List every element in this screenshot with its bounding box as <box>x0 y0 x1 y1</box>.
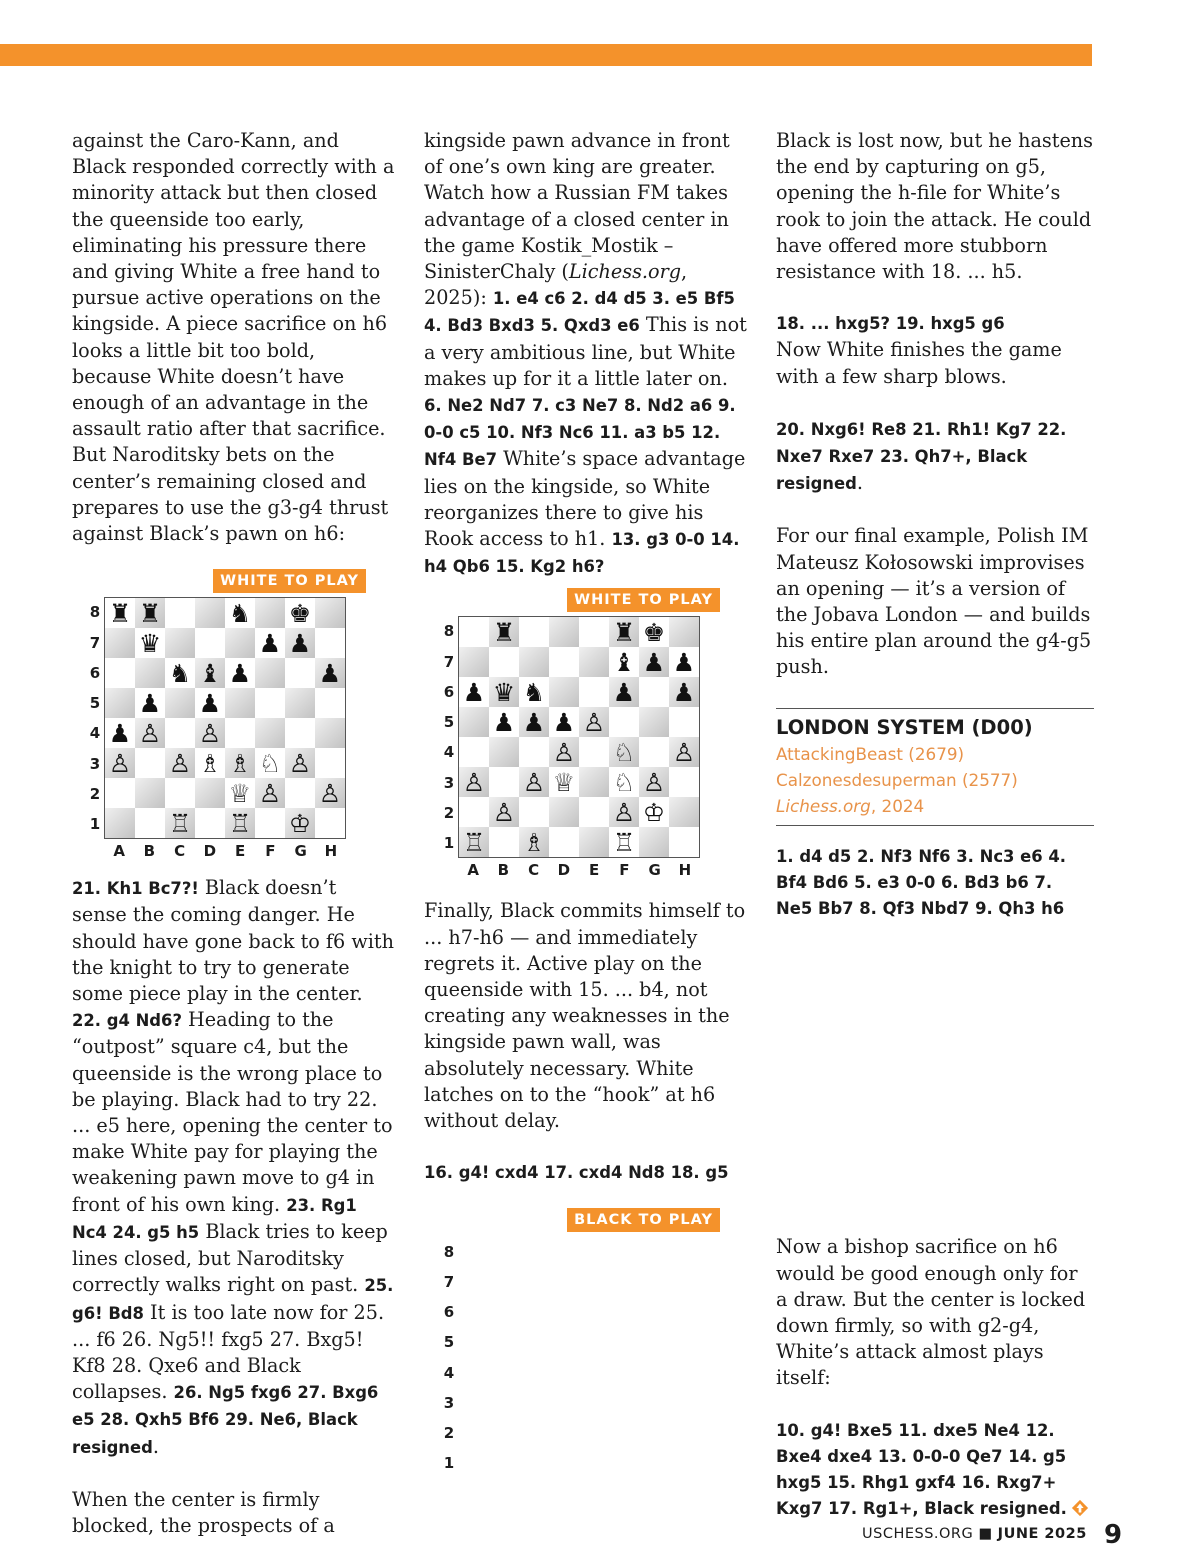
white-rook-icon: ♖ <box>168 808 192 838</box>
rank-labels <box>88 597 102 839</box>
square-e8 <box>225 598 255 628</box>
black-pawn-icon: ♟ <box>522 707 546 737</box>
square-a7 <box>105 628 135 658</box>
diagram-4 <box>760 926 1060 1222</box>
square-g8 <box>639 617 669 647</box>
square-f7 <box>609 647 639 677</box>
square-h6 <box>669 677 699 707</box>
square-f3 <box>609 767 639 797</box>
square-a5 <box>105 688 135 718</box>
side-to-move-tag: WHITE TO PLAY <box>567 588 720 612</box>
square-h2 <box>315 778 345 808</box>
col1-p2-run-1: Black doesn’t sense the coming danger. He should have gone back to f6 with the knight to try to generate some piece play in the center. <box>72 876 394 1006</box>
white-pawn-icon: ♙ <box>582 707 606 737</box>
square-a2 <box>105 778 135 808</box>
white-pawn-icon: ♙ <box>522 767 546 797</box>
column-2 <box>424 128 749 1504</box>
article-end-icon <box>1071 1499 1089 1517</box>
file-label: D <box>203 842 217 861</box>
square-c6 <box>519 677 549 707</box>
footer-separator: ■ <box>978 1526 993 1542</box>
square-f4 <box>255 718 285 748</box>
square-f4 <box>609 737 639 767</box>
square-b6 <box>135 658 165 688</box>
square-f1 <box>255 808 285 838</box>
black-bishop-icon: ♝ <box>198 658 222 688</box>
square-h2 <box>669 797 699 827</box>
square-f2 <box>609 797 639 827</box>
rank-label: 3 <box>443 1393 455 1412</box>
file-label: B <box>497 861 510 880</box>
diagram-1 <box>66 569 366 865</box>
square-e5 <box>579 707 609 737</box>
square-b3 <box>135 748 165 778</box>
square-h3 <box>669 767 699 797</box>
top-accent-bar <box>0 44 1092 66</box>
col1-p2-run-2: 22. g4 Nd6? <box>72 1011 182 1031</box>
chessboard <box>458 616 700 858</box>
square-g7 <box>285 628 315 658</box>
col3-moves-4: 10. g4! Bxe5 11. dxe5 Ne4 12. Bxe4 dxe4 13. 0-0-0 Qe7 14. g5 hxg5 15. Rhg1 gxf4 16. Rxg7+ Kxg7 17. Rg1+, Black resigned. <box>776 1420 1067 1519</box>
black-bishop-icon: ♝ <box>612 647 636 677</box>
black-knight-icon: ♞ <box>168 658 192 688</box>
rank-label: 3 <box>89 754 101 773</box>
square-d4 <box>195 718 225 748</box>
white-king-icon: ♔ <box>642 797 666 827</box>
square-d3 <box>195 748 225 778</box>
rank-label: 1 <box>443 834 455 853</box>
square-b1 <box>489 827 519 857</box>
black-rook-icon: ♜ <box>108 598 132 628</box>
column-3 <box>776 128 1094 1523</box>
col3-moves-1: 18. ... hxg5? 19. hxg5 g6 <box>776 314 1005 334</box>
rank-label: 5 <box>89 694 101 713</box>
white-pawn-icon: ♙ <box>642 767 666 797</box>
black-player: Calzonesdesuperman (2577) <box>776 769 1018 790</box>
col1-p2-run-9: . <box>152 1434 159 1458</box>
square-c6 <box>165 658 195 688</box>
file-label: F <box>619 861 630 880</box>
col1-p2-run-7: It is too late now for 25. ... f6 26. Ng5!! fxg5 27. Bxg5! Kf8 28. Qxe6 and Black collapses. <box>72 1300 385 1404</box>
col2-p1-run-3: 1. e4 c6 2. d4 d5 3. e5 Bf5 4. Bd3 Bxd3 5. Qxd3 e6 <box>424 289 735 336</box>
square-g2 <box>639 797 669 827</box>
footer-site: USCHESS.ORG <box>862 1526 974 1542</box>
square-e2 <box>225 778 255 808</box>
square-f1 <box>609 827 639 857</box>
black-king-icon: ♚ <box>288 598 312 628</box>
square-a6 <box>105 658 135 688</box>
square-b2 <box>489 797 519 827</box>
square-d4 <box>549 737 579 767</box>
chessboard <box>104 597 346 839</box>
square-c7 <box>519 647 549 677</box>
rank-label: 7 <box>89 633 101 652</box>
game-site: Lichess.org <box>776 795 871 816</box>
black-pawn-icon: ♟ <box>492 707 516 737</box>
diagram-2 <box>420 588 720 884</box>
white-pawn-icon: ♙ <box>168 748 192 778</box>
footer <box>862 1526 1087 1542</box>
square-f8 <box>255 598 285 628</box>
col1-paragraph-3: When the center is firmly blocked, the prospects of a <box>72 1487 335 1537</box>
rank-label: 4 <box>443 1363 455 1382</box>
white-rook-icon: ♖ <box>612 827 636 857</box>
square-b4 <box>489 737 519 767</box>
square-e4 <box>579 737 609 767</box>
black-rook-icon: ♜ <box>612 617 636 647</box>
square-g8 <box>285 598 315 628</box>
square-c3 <box>519 767 549 797</box>
white-knight-icon: ♘ <box>612 767 636 797</box>
square-g6 <box>285 658 315 688</box>
col1-p2-run-5: Black tries to keep lines closed, but Naroditsky correctly walks right on past. <box>72 1219 388 1297</box>
col3-moves-3: 1. d4 d5 2. Nf3 Nf6 3. Nc3 e6 4. Bf4 Bd6 5. e3 0-0 6. Bd3 b6 7. Ne5 Bb7 8. Qf3 Nbd7 9. Qh3 h6 <box>776 846 1067 919</box>
col1-p2-run-3: Heading to the “outpost” square c4, but the queenside is the wrong place to be playing. Black had to try 22. ... e5 here, opening the center to make White pay for playing the weakening pawn move to g4 in front of his own king. <box>72 1008 393 1216</box>
col3-paragraph-1: Black is lost now, but he hastens the end by capturing on g5, opening the h-file for White’s rook to join the attack. He could have offered more stubborn resistance with 18. ... h5. <box>776 129 1094 284</box>
white-pawn-icon: ♙ <box>258 778 282 808</box>
square-c4 <box>519 737 549 767</box>
square-c3 <box>165 748 195 778</box>
square-g4 <box>639 737 669 767</box>
square-e7 <box>579 647 609 677</box>
black-rook-icon: ♜ <box>138 598 162 628</box>
black-queen-icon: ♛ <box>138 628 162 658</box>
white-knight-icon: ♘ <box>258 748 282 778</box>
white-pawn-icon: ♙ <box>612 797 636 827</box>
square-f7 <box>255 628 285 658</box>
file-labels <box>104 841 346 861</box>
black-pawn-icon: ♟ <box>258 628 282 658</box>
square-f5 <box>609 707 639 737</box>
rank-label: 7 <box>443 652 455 671</box>
square-g5 <box>639 707 669 737</box>
diagram-3 <box>420 1208 720 1504</box>
square-h1 <box>315 808 345 838</box>
white-bishop-icon: ♗ <box>522 827 546 857</box>
square-h1 <box>669 827 699 857</box>
col2-p1-run-1: Lichess.org <box>568 260 682 284</box>
square-c2 <box>165 778 195 808</box>
square-e8 <box>579 617 609 647</box>
side-to-move-tag: BLACK TO PLAY <box>567 1208 720 1232</box>
page-number: 9 <box>1104 1520 1123 1550</box>
file-label: H <box>678 861 692 880</box>
square-h3 <box>315 748 345 778</box>
square-f8 <box>609 617 639 647</box>
square-f6 <box>609 677 639 707</box>
square-e6 <box>225 658 255 688</box>
black-pawn-icon: ♟ <box>318 658 342 688</box>
file-label: C <box>174 842 186 861</box>
square-d6 <box>549 677 579 707</box>
game-year: , 2024 <box>870 795 925 816</box>
square-d7 <box>549 647 579 677</box>
square-d8 <box>195 598 225 628</box>
white-player: AttackingBeast (2679) <box>776 743 965 764</box>
square-a2 <box>459 797 489 827</box>
file-label: G <box>648 861 661 880</box>
white-pawn-icon: ♙ <box>108 748 132 778</box>
black-pawn-icon: ♟ <box>612 677 636 707</box>
black-pawn-icon: ♟ <box>462 677 486 707</box>
col1-p2-run-8: 26. Ng5 fxg6 27. Bxg6 e5 28. Qxh5 Bf6 29. Ne6, Black resigned <box>72 1383 379 1457</box>
square-b5 <box>489 707 519 737</box>
square-e7 <box>225 628 255 658</box>
col2-p1-run-5: 6. Ne2 Nd7 7. c3 Ne7 8. Nd2 a6 9. 0-0 c5 10. Nf3 Nc6 11. a3 b5 12. Nf4 Be7 <box>424 396 736 470</box>
square-e3 <box>225 748 255 778</box>
white-bishop-icon: ♗ <box>198 748 222 778</box>
square-f3 <box>255 748 285 778</box>
square-c4 <box>165 718 195 748</box>
square-h4 <box>315 718 345 748</box>
file-label: A <box>113 842 125 861</box>
black-pawn-icon: ♟ <box>198 688 222 718</box>
square-f6 <box>255 658 285 688</box>
black-pawn-icon: ♟ <box>108 718 132 748</box>
white-pawn-icon: ♙ <box>318 778 342 808</box>
col3-paragraph-2: Now White finishes the game with a few sharp blows. <box>776 338 1062 388</box>
black-king-icon: ♚ <box>642 617 666 647</box>
white-pawn-icon: ♙ <box>198 718 222 748</box>
white-rook-icon: ♖ <box>228 808 252 838</box>
rank-label: 3 <box>443 773 455 792</box>
white-pawn-icon: ♙ <box>672 737 696 767</box>
rank-label: 6 <box>443 1303 455 1321</box>
square-c5 <box>165 688 195 718</box>
white-knight-icon: ♘ <box>612 737 636 767</box>
white-queen-icon: ♕ <box>228 778 252 808</box>
white-king-icon: ♔ <box>288 808 312 838</box>
rank-label: 1 <box>89 815 101 834</box>
square-e6 <box>579 677 609 707</box>
square-g7 <box>639 647 669 677</box>
file-label: A <box>467 861 479 880</box>
square-c7 <box>165 628 195 658</box>
white-bishop-icon: ♗ <box>228 748 252 778</box>
col2-p1-run-2: , 2025): <box>424 260 688 310</box>
square-g4 <box>285 718 315 748</box>
square-h8 <box>315 598 345 628</box>
square-a3 <box>459 767 489 797</box>
square-d6 <box>195 658 225 688</box>
square-g1 <box>285 808 315 838</box>
white-pawn-icon: ♙ <box>462 767 486 797</box>
col2-paragraph-2: Finally, Black commits himself to ... h7-h6 — and immediately regrets it. Active play on the queenside with 15. ... b4, not creating any weaknesses in the kingside pawn wall, was absolutely necessary. White latches on to the “hook” at h6 without delay. <box>424 899 746 1133</box>
rank-label: 1 <box>443 1454 455 1473</box>
white-queen-icon: ♕ <box>552 767 576 797</box>
square-c1 <box>519 827 549 857</box>
col2-p1-run-6: White’s space advantage lies on the kingside, so White reorganizes there to give his Rook access to h1. <box>424 447 746 551</box>
square-a6 <box>459 677 489 707</box>
square-c5 <box>519 707 549 737</box>
black-pawn-icon: ♟ <box>552 707 576 737</box>
col1-paragraph-2 <box>72 875 397 1460</box>
square-b3 <box>489 767 519 797</box>
file-label: B <box>143 842 156 861</box>
square-d1 <box>195 808 225 838</box>
square-a7 <box>459 647 489 677</box>
white-pawn-icon: ♙ <box>492 797 516 827</box>
col1-paragraph-1: against the Caro-Kann, and Black responded correctly with a minority attack but then closed the queenside too early, eliminating his pressure there and giving White a free hand to pursue active operations on the kingside. A piece sacrifice on h6 looks a little bit too bold, because White doesn’t have enough of an advantage in the assault ratio after that sacrifice. But Naroditsky bets on the center’s remaining closed and prepares to use the g3-g4 thrust against Black’s pawn on h6: <box>72 129 395 546</box>
square-b1 <box>135 808 165 838</box>
rank-label: 2 <box>443 803 455 822</box>
square-a1 <box>459 827 489 857</box>
square-e5 <box>225 688 255 718</box>
black-rook-icon: ♜ <box>492 617 516 647</box>
square-c1 <box>165 808 195 838</box>
square-a3 <box>105 748 135 778</box>
square-b4 <box>135 718 165 748</box>
col3-paragraph-4: For our final example, Polish IM Mateusz Kołosowski improvises an opening — it’s a version of the Jobava London — and builds his entire plan around the g4-g5 push. <box>776 524 1092 679</box>
square-b2 <box>135 778 165 808</box>
square-d3 <box>549 767 579 797</box>
rank-label: 4 <box>443 743 455 762</box>
divider-top <box>776 708 1094 709</box>
square-d5 <box>549 707 579 737</box>
black-pawn-icon: ♟ <box>288 628 312 658</box>
rank-label: 4 <box>89 724 101 743</box>
file-label: E <box>589 861 600 880</box>
square-e3 <box>579 767 609 797</box>
square-b7 <box>135 628 165 658</box>
square-b7 <box>489 647 519 677</box>
square-b8 <box>489 617 519 647</box>
white-pawn-icon: ♙ <box>288 748 312 778</box>
rank-label: 7 <box>443 1272 455 1291</box>
square-d8 <box>549 617 579 647</box>
file-label: C <box>528 861 540 880</box>
black-pawn-icon: ♟ <box>642 647 666 677</box>
col3-moves-2-end: . <box>856 471 863 495</box>
square-a4 <box>105 718 135 748</box>
col2-p1-run-0: kingside pawn advance in front of one’s own king are greater. Watch how a Russian FM takes advantage of a closed center in the game Kostik_Mostik – SinisterChaly ( <box>424 129 730 284</box>
square-g3 <box>285 748 315 778</box>
square-a4 <box>459 737 489 767</box>
col2-p1-run-4: This is not a very ambitious line, but White makes up for it a little later on. <box>424 313 747 390</box>
col1-p2-run-4: 23. Rg1 Nc4 24. g5 h5 <box>72 1195 357 1242</box>
col2-moves: 16. g4! cxd4 17. cxd4 Nd8 18. g5 <box>424 1163 729 1183</box>
white-pawn-icon: ♙ <box>552 737 576 767</box>
square-e1 <box>225 808 255 838</box>
square-g3 <box>639 767 669 797</box>
square-f2 <box>255 778 285 808</box>
white-rook-icon: ♖ <box>462 827 486 857</box>
rank-label: 6 <box>89 663 101 682</box>
square-c8 <box>165 598 195 628</box>
opening-title: LONDON SYSTEM (D00) <box>776 715 1033 739</box>
col2-paragraph-1 <box>424 128 749 580</box>
file-label: H <box>324 842 338 861</box>
square-c8 <box>519 617 549 647</box>
file-label: G <box>294 842 307 861</box>
file-label: F <box>265 842 276 861</box>
square-c2 <box>519 797 549 827</box>
file-labels <box>458 860 700 880</box>
square-h6 <box>315 658 345 688</box>
rank-labels <box>442 1236 456 1478</box>
black-pawn-icon: ♟ <box>672 647 696 677</box>
rank-labels <box>442 616 456 858</box>
rank-label: 5 <box>443 1333 455 1352</box>
divider-bottom <box>776 825 1094 826</box>
square-g2 <box>285 778 315 808</box>
square-a1 <box>105 808 135 838</box>
square-e4 <box>225 718 255 748</box>
square-f5 <box>255 688 285 718</box>
footer-month: JUNE 2025 <box>997 1526 1087 1542</box>
white-pawn-icon: ♙ <box>138 718 162 748</box>
col1-p2-run-6: 25. g6! Bd8 <box>72 1276 394 1323</box>
column-1 <box>72 128 397 1539</box>
square-g5 <box>285 688 315 718</box>
file-label: D <box>557 861 571 880</box>
square-e1 <box>579 827 609 857</box>
black-queen-icon: ♛ <box>492 677 516 707</box>
square-a5 <box>459 707 489 737</box>
col2-p1-run-7: 13. g3 0-0 14. h4 Qb6 15. Kg2 h6? <box>424 530 740 577</box>
square-g1 <box>639 827 669 857</box>
square-d2 <box>195 778 225 808</box>
col1-p2-run-0: 21. Kh1 Bc7?! <box>72 879 199 899</box>
rank-label: 8 <box>443 622 455 641</box>
square-h5 <box>669 707 699 737</box>
square-d2 <box>549 797 579 827</box>
square-e2 <box>579 797 609 827</box>
square-a8 <box>105 598 135 628</box>
square-b8 <box>135 598 165 628</box>
col3-moves-2: 20. Nxg6! Re8 21. Rh1! Kg7 22. Nxe7 Rxe7 23. Qh7+, Black resigned <box>776 419 1067 494</box>
square-h5 <box>315 688 345 718</box>
rank-label: 8 <box>443 1242 455 1261</box>
square-b6 <box>489 677 519 707</box>
square-h7 <box>315 628 345 658</box>
square-d1 <box>549 827 579 857</box>
black-pawn-icon: ♟ <box>672 677 696 707</box>
rank-label: 2 <box>89 784 101 803</box>
rank-label: 8 <box>89 603 101 622</box>
black-knight-icon: ♞ <box>228 598 252 628</box>
black-knight-icon: ♞ <box>522 677 546 707</box>
side-to-move-tag: WHITE TO PLAY <box>213 569 366 593</box>
rank-label: 2 <box>443 1424 455 1442</box>
file-label: E <box>235 842 246 861</box>
square-h4 <box>669 737 699 767</box>
rank-label: 5 <box>443 713 455 732</box>
square-a8 <box>459 617 489 647</box>
square-g6 <box>639 677 669 707</box>
black-pawn-icon: ♟ <box>228 658 252 688</box>
col3-paragraph-5: Now a bishop sacrifice on h6 would be good enough only for a draw. But the center is locked down firmly, so with g2-g4, White’s attack almost plays itself: <box>776 1235 1086 1390</box>
square-b5 <box>135 688 165 718</box>
square-h7 <box>669 647 699 677</box>
square-d7 <box>195 628 225 658</box>
square-h8 <box>669 617 699 647</box>
black-pawn-icon: ♟ <box>138 688 162 718</box>
rank-label: 6 <box>443 682 455 701</box>
square-d5 <box>195 688 225 718</box>
